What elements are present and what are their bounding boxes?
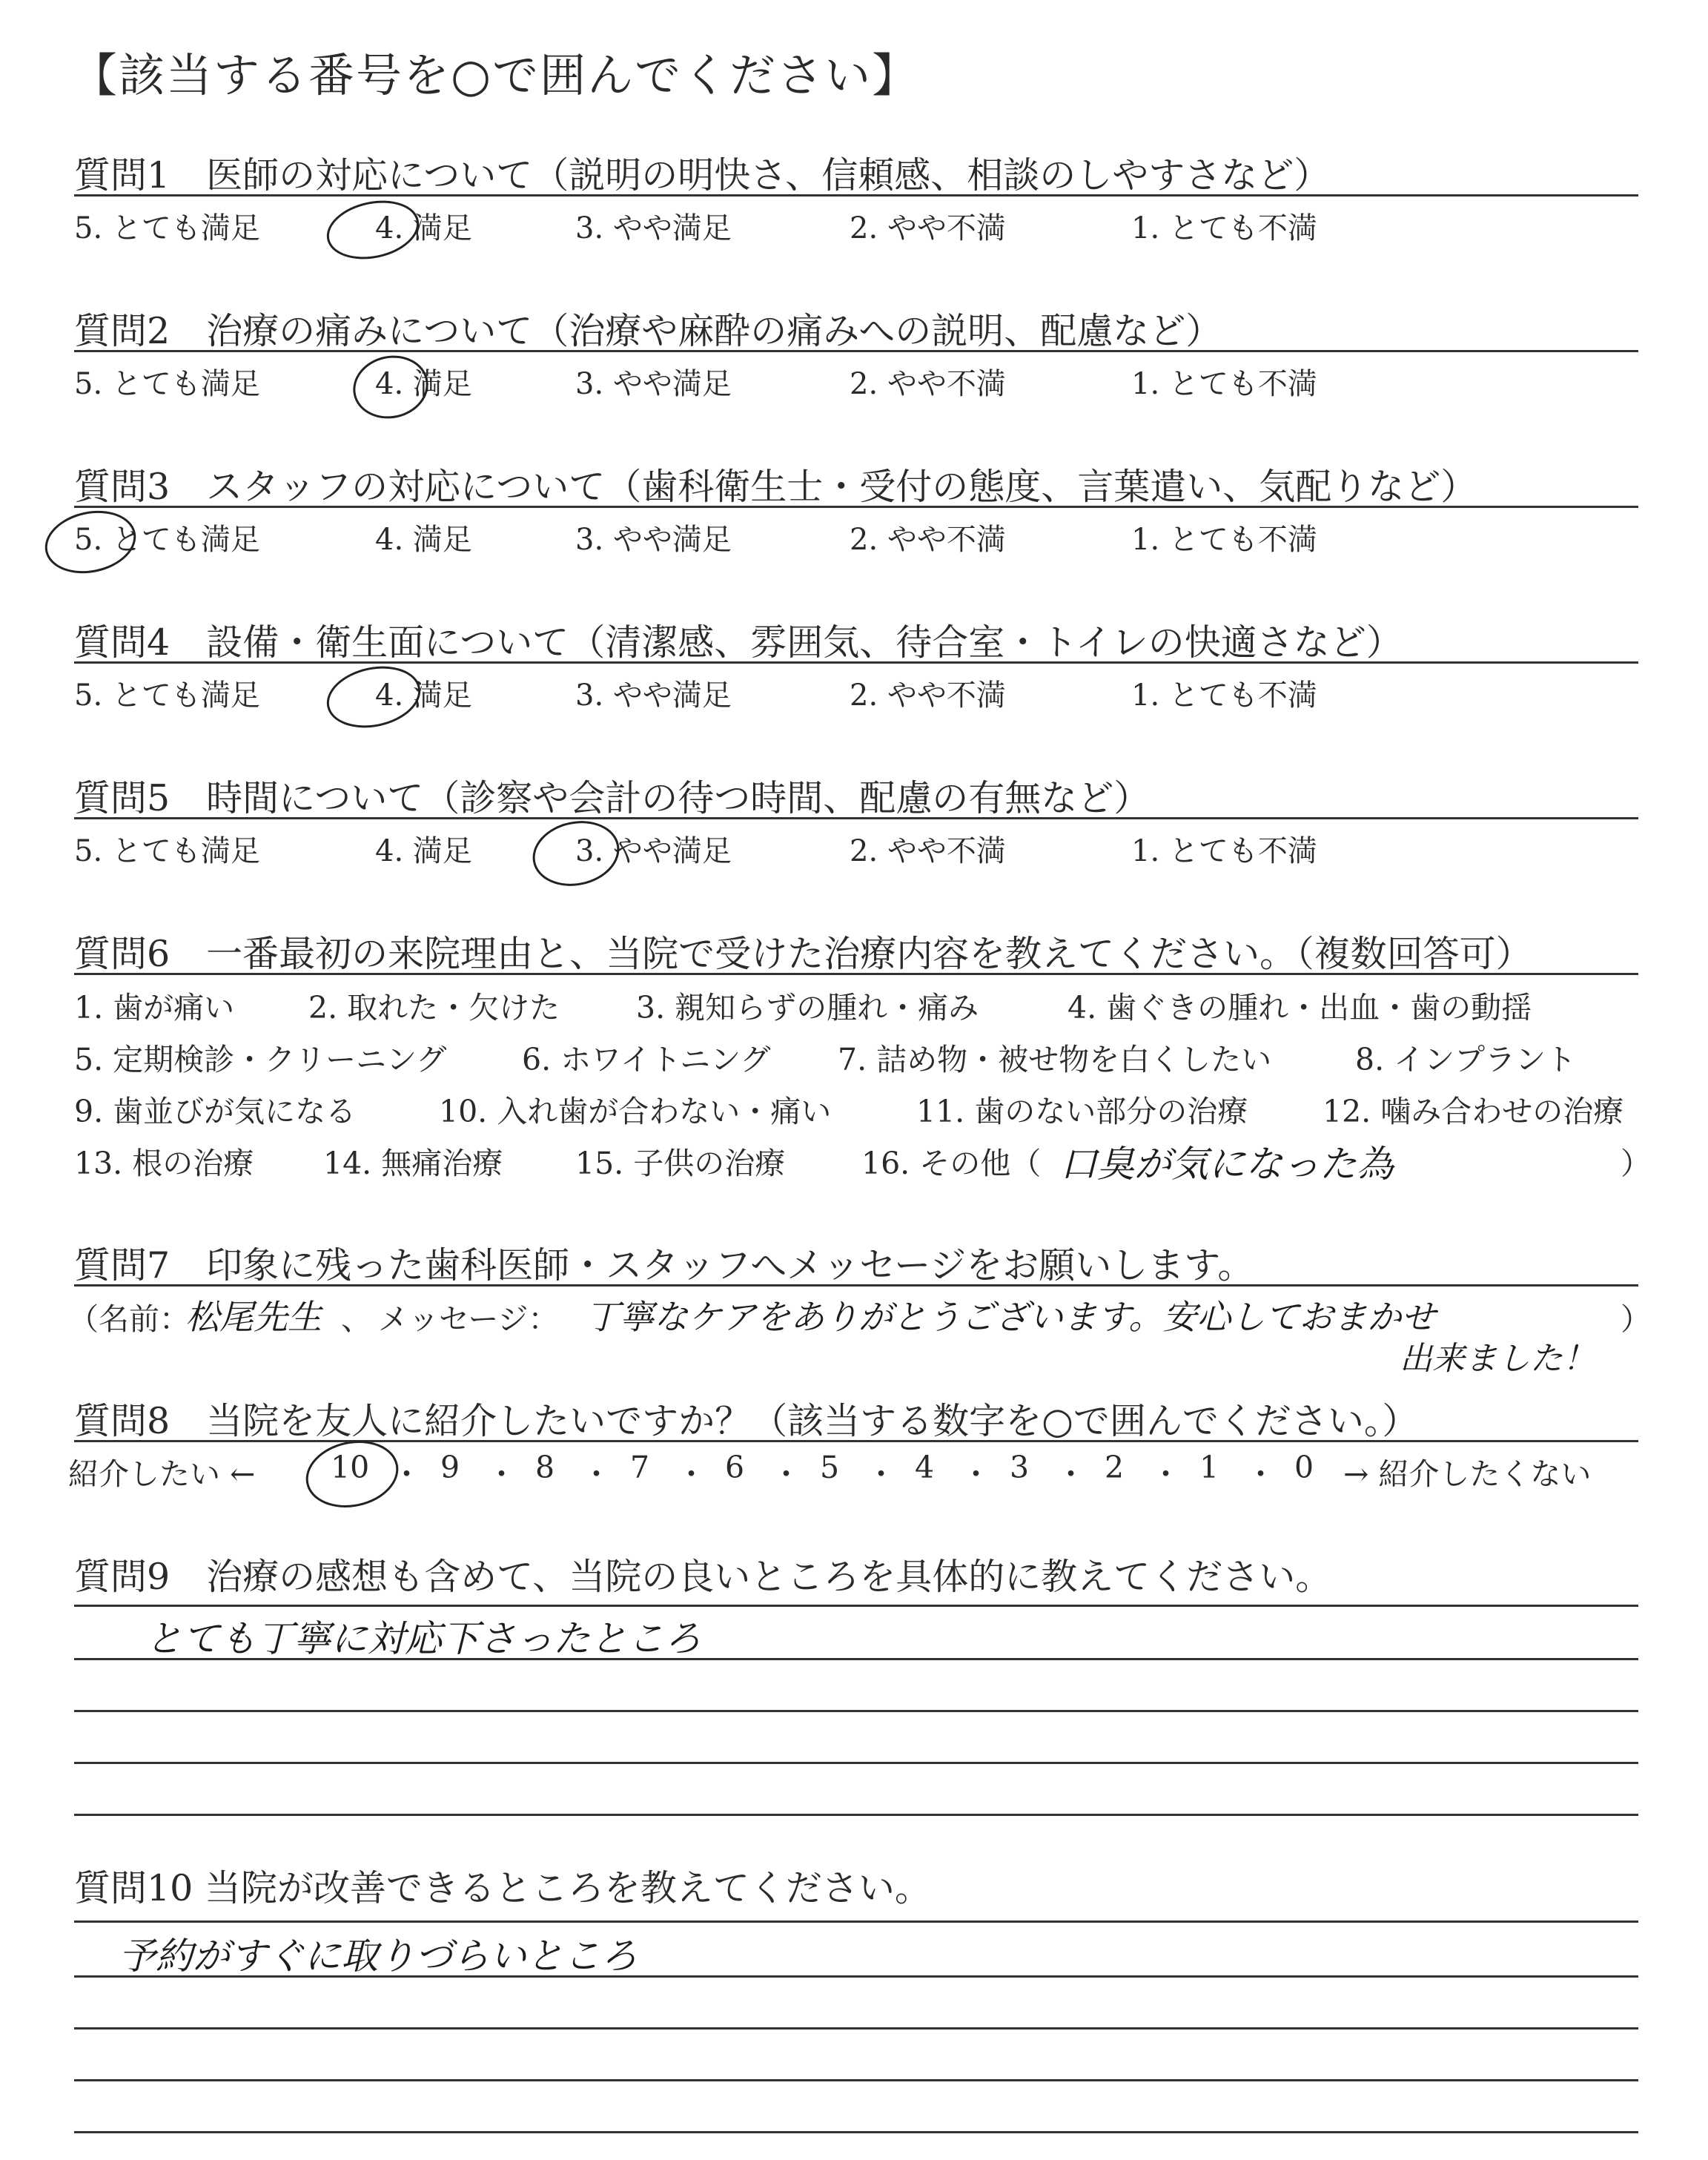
q8-separator-dot: ・ — [581, 1456, 612, 1492]
q10-rule-4 — [74, 2079, 1638, 2081]
q3-title: 質問3 スタッフの対応について（歯科衛生士・受付の態度、言葉遣い、気配りなど） — [74, 466, 1477, 508]
q7-name-label: （名前： — [68, 1301, 190, 1337]
q6-option-1[interactable]: 1. 歯が痛い — [74, 990, 235, 1025]
q8-answer-circle — [299, 1433, 405, 1516]
q3-option-4[interactable]: 4. 満足 — [375, 523, 472, 557]
q8-separator-dot: ・ — [1151, 1456, 1181, 1492]
q8-left-label: 紹介したい ← — [68, 1456, 256, 1492]
q2-title: 質問2 治療の痛みについて（治療や麻酔の痛みへの説明、配慮など） — [74, 310, 1222, 352]
q3-option-3[interactable]: 3. やや満足 — [575, 523, 732, 557]
q6-option-2[interactable]: 2. 取れた・欠けた — [308, 990, 560, 1025]
q6-option-14[interactable]: 14. 無痛治療 — [323, 1146, 503, 1181]
q1-option-1[interactable]: 1. とても不満 — [1131, 211, 1317, 245]
q7-message-label: メッセージ： — [378, 1301, 559, 1337]
q7-separator: 、 — [341, 1301, 371, 1337]
q6-other-close: ） — [1621, 1146, 1651, 1181]
q6-title: 質問6 一番最初の来院理由と、当院で受けた治療内容を教えてください。（複数回答可） — [74, 933, 1532, 975]
q6-option-6[interactable]: 6. ホワイトニング — [522, 1042, 771, 1077]
q3-answer-circle — [39, 503, 142, 581]
q10-rule-5 — [74, 2131, 1638, 2133]
q4-option-2[interactable]: 2. やや不満 — [850, 678, 1006, 713]
q1-option-4[interactable]: 4. 満足 — [375, 211, 472, 245]
q1-answer-circle — [321, 193, 424, 268]
q7-title: 質問7 印象に残った歯科医師・スタッフへメッセージをお願いします。 — [74, 1244, 1254, 1287]
q8-title: 質問8 当院を友人に紹介したいですか？（該当する数字を○で囲んでください。） — [74, 1400, 1419, 1442]
q1-options — [74, 205, 1638, 249]
q8-number-6[interactable]: 6 — [725, 1450, 745, 1485]
q10-title: 質問10 当院が改善できるところを教えてください。 — [74, 1867, 931, 1909]
q5-option-2[interactable]: 2. やや不満 — [850, 834, 1006, 868]
q8-number-8[interactable]: 8 — [535, 1450, 555, 1485]
q8-number-0[interactable]: 0 — [1294, 1450, 1314, 1485]
q8-separator-dot: ・ — [771, 1456, 801, 1492]
q2-option-4[interactable]: 4. 満足 — [375, 367, 472, 401]
q5-option-1[interactable]: 1. とても不満 — [1131, 834, 1317, 868]
q1-title: 質問1 医師の対応について（説明の明快さ、信頼感、相談のしやすさなど） — [74, 154, 1331, 196]
q8-number-1[interactable]: 1 — [1199, 1450, 1219, 1485]
q4-option-3[interactable]: 3. やや満足 — [575, 678, 732, 713]
q7-name-answer[interactable]: 松尾先生 — [185, 1297, 322, 1337]
q6-option-3[interactable]: 3. 親知らずの腫れ・痛み — [636, 990, 979, 1025]
q4-option-1[interactable]: 1. とても不満 — [1131, 678, 1317, 713]
q8-separator-dot: ・ — [676, 1456, 706, 1492]
q6-option-5[interactable]: 5. 定期検診・クリーニング — [74, 1042, 447, 1077]
q9-title: 質問9 治療の感想も含めて、当院の良いところを具体的に教えてください。 — [74, 1556, 1332, 1598]
q4-answer-circle — [321, 658, 426, 736]
q2-options — [74, 360, 1638, 405]
q4-option-5[interactable]: 5. とても満足 — [74, 678, 260, 713]
q8-number-3[interactable]: 3 — [1010, 1450, 1030, 1485]
q5-options — [74, 828, 1638, 872]
q4-rule — [74, 661, 1638, 664]
q6-option-4[interactable]: 4. 歯ぐきの腫れ・出血・歯の動揺 — [1068, 990, 1532, 1025]
q8-separator-dot: ・ — [961, 1456, 991, 1492]
q8-separator-dot: ・ — [1056, 1456, 1086, 1492]
q5-rule — [74, 817, 1638, 819]
q8-number-10[interactable]: 10 — [331, 1450, 370, 1485]
q7-rule — [74, 1284, 1638, 1287]
q8-rule — [74, 1440, 1638, 1442]
q7-close: ） — [1621, 1301, 1651, 1337]
q8-number-2[interactable]: 2 — [1105, 1450, 1125, 1485]
q5-title: 質問5 時間について（診察や会計の待つ時間、配慮の有無など） — [74, 777, 1151, 819]
q10-rule-3 — [74, 2027, 1638, 2029]
q6-option-9[interactable]: 9. 歯並びが気になる — [74, 1094, 357, 1129]
q6-option-7[interactable]: 7. 詰め物・被せ物を白くしたい — [838, 1042, 1272, 1077]
q3-option-5[interactable]: 5. とても満足 — [74, 523, 260, 557]
q6-option-16[interactable]: 16. その他（ — [861, 1146, 1042, 1181]
q6-option-15[interactable]: 15. 子供の治療 — [575, 1146, 786, 1181]
q8-number-4[interactable]: 4 — [915, 1450, 935, 1485]
q2-option-2[interactable]: 2. やや不満 — [850, 367, 1006, 401]
q2-option-1[interactable]: 1. とても不満 — [1131, 367, 1317, 401]
q9-rule-1 — [74, 1605, 1638, 1607]
q1-rule — [74, 194, 1638, 196]
q4-title: 質問4 設備・衛生面について（清潔感、雰囲気、待合室・トイレの快適さなど） — [74, 621, 1403, 664]
q8-right-label: → 紹介したくない — [1343, 1456, 1592, 1492]
q2-option-3[interactable]: 3. やや満足 — [575, 367, 732, 401]
q7-message-answer[interactable]: 丁寧なケアをありがとうございます。安心しておまかせ — [586, 1297, 1436, 1337]
q9-rule-4 — [74, 1762, 1638, 1764]
q1-option-5[interactable]: 5. とても満足 — [74, 211, 260, 245]
q6-other-answer[interactable]: 口臭が気になった為 — [1060, 1143, 1394, 1186]
q3-option-1[interactable]: 1. とても不満 — [1131, 523, 1317, 557]
q6-rule — [74, 973, 1638, 975]
q5-option-3[interactable]: 3. やや満足 — [575, 834, 732, 868]
survey-heading: 【該当する番号を○で囲んでください】 — [71, 48, 920, 102]
q8-separator-dot: ・ — [1245, 1456, 1276, 1492]
q2-option-5[interactable]: 5. とても満足 — [74, 367, 260, 401]
q9-rule-5 — [74, 1814, 1638, 1816]
q5-answer-circle — [526, 813, 625, 894]
q5-option-4[interactable]: 4. 満足 — [375, 834, 472, 868]
q3-options — [74, 516, 1638, 561]
q10-rule-2 — [74, 1975, 1638, 1978]
q8-number-9[interactable]: 9 — [440, 1450, 460, 1485]
q6-option-11[interactable]: 11. 歯のない部分の治療 — [916, 1094, 1248, 1129]
q2-rule — [74, 350, 1638, 352]
q8-number-7[interactable]: 7 — [630, 1450, 650, 1485]
q9-rule-3 — [74, 1710, 1638, 1712]
q6-option-10[interactable]: 10. 入れ歯が合わない・痛い — [439, 1094, 832, 1129]
q6-option-13[interactable]: 13. 根の治療 — [74, 1146, 254, 1181]
q8-separator-dot: ・ — [866, 1456, 896, 1492]
q9-rule-2 — [74, 1658, 1638, 1660]
q6-option-8[interactable]: 8. インプラント — [1355, 1042, 1577, 1077]
q10-rule-1 — [74, 1920, 1638, 1923]
q4-options — [74, 672, 1638, 716]
q4-option-4[interactable]: 4. 満足 — [375, 678, 472, 713]
q3-option-2[interactable]: 2. やや不満 — [850, 523, 1006, 557]
q8-number-5[interactable]: 5 — [820, 1450, 840, 1485]
q8-separator-dot: ・ — [486, 1456, 517, 1492]
q8-separator-dot: ・ — [391, 1456, 422, 1492]
q7-message-answer-line2[interactable]: 出来ました！ — [1400, 1340, 1595, 1378]
q1-option-2[interactable]: 2. やや不満 — [850, 211, 1006, 245]
q1-option-3[interactable]: 3. やや満足 — [575, 211, 732, 245]
q3-rule — [74, 506, 1638, 508]
q6-option-12[interactable]: 12. 噛み合わせの治療 — [1323, 1094, 1624, 1129]
q5-option-5[interactable]: 5. とても満足 — [74, 834, 260, 868]
q9-answer[interactable]: とても丁寧に対応下さったところ — [145, 1617, 701, 1660]
q10-answer[interactable]: 予約がすぐに取りづらいところ — [119, 1935, 638, 1978]
